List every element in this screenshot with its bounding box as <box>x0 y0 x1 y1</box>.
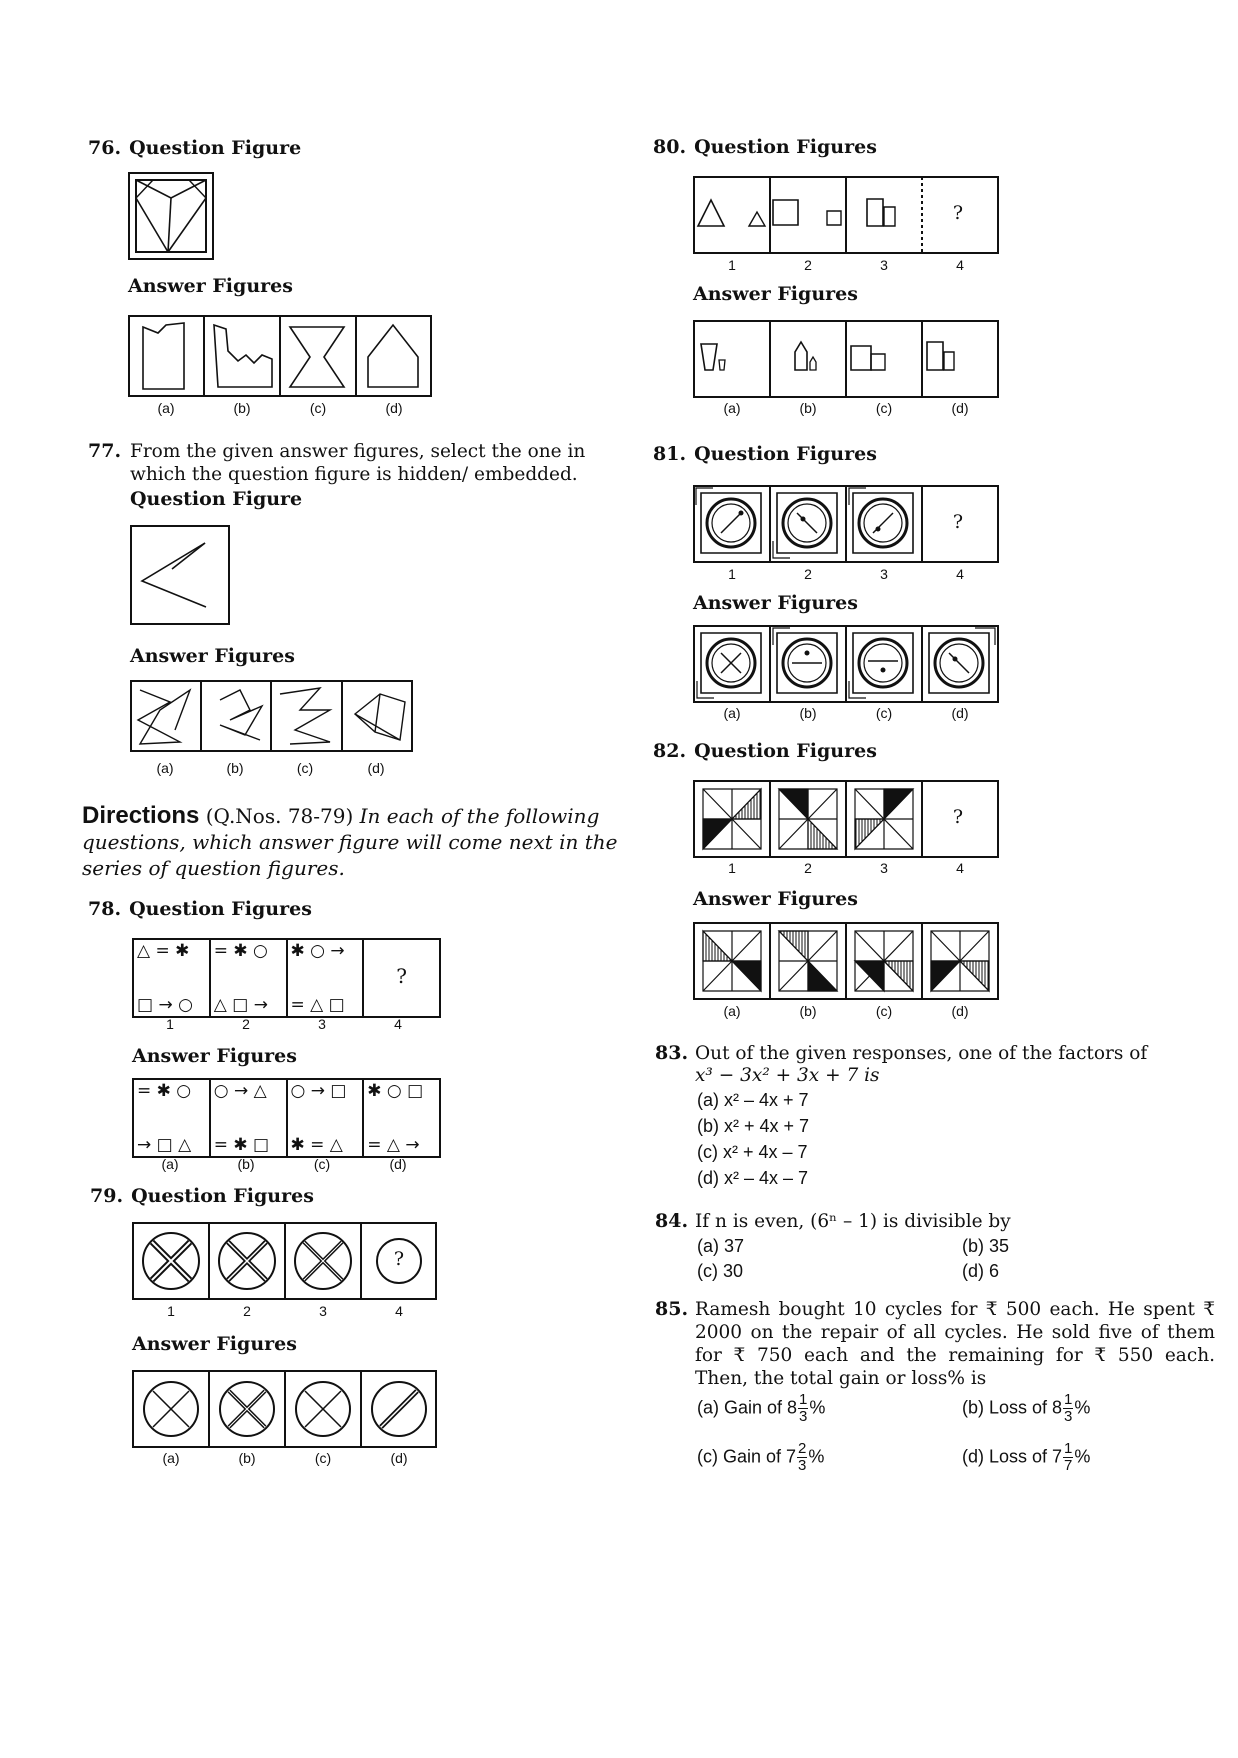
q77-label-b: (b) <box>226 760 244 776</box>
q76-option-d-shape <box>368 325 418 387</box>
q76-number: 76. <box>88 137 122 159</box>
q83-option-b: (b) x² + 4x + 7 <box>697 1116 810 1136</box>
q81-answer-figures <box>693 625 999 703</box>
q82-label-a: (a) <box>723 1003 741 1019</box>
q81-answer-title: Answer Figures <box>693 592 858 614</box>
q81-question-fig-3 <box>849 488 913 553</box>
q84-number: 84. <box>655 1210 689 1232</box>
q78-label-d: (d) <box>389 1156 407 1172</box>
q78-question-cell-4 <box>364 940 439 1016</box>
q81-num-2: 2 <box>804 566 812 582</box>
q84-option-c: (c) 30 <box>697 1261 744 1281</box>
q76-answer-figures <box>128 315 432 397</box>
q82-answer-title: Answer Figures <box>693 888 858 910</box>
q80-option-a-shape <box>701 344 717 370</box>
q76-heading <box>88 137 301 159</box>
q77-option-c-shape <box>280 688 330 744</box>
q76-option-c-shape <box>290 327 344 387</box>
q82-label-d: (d) <box>951 1003 969 1019</box>
q82-question-fig-3 <box>855 789 913 849</box>
q85-option-a: (a) Gain of 8 $\frac{1}{3}$ % <box>697 1391 826 1425</box>
q80-answer-figures <box>693 320 999 398</box>
q77-label-a: (a) <box>156 760 174 776</box>
q76-label-c: (c) <box>309 400 327 416</box>
q81-answer-fig-b <box>773 628 837 693</box>
q80-title: Question Figures <box>694 136 877 158</box>
q76-option-b-shape <box>214 325 272 387</box>
q80-option-c-shape <box>851 346 871 370</box>
q85-text: Ramesh bought 10 cycles for ₹ 500 each. He spent ₹ 2000 on the repair of all cycles. He sold five of them for ₹ 750 each and the remaining for ₹ 550 each. Then, the total gain or loss% is <box>695 1299 1215 1389</box>
q79-label-c: (c) <box>314 1450 332 1466</box>
q82-label-b: (b) <box>799 1003 817 1019</box>
q79-label-d: (d) <box>390 1450 408 1466</box>
q80-fig2-large-square <box>773 200 798 225</box>
q82-question-fig-2 <box>779 789 837 849</box>
q83-option-c: (c) x² + 4x – 7 <box>697 1142 808 1162</box>
q80-label-b: (b) <box>799 400 817 416</box>
q80-label-d: (d) <box>951 400 969 416</box>
q85-option-b: (b) Loss of 8 $\frac{1}{3}$ % <box>962 1391 1091 1425</box>
q82-answer-fig-c <box>855 931 913 991</box>
q79-question-fig-1 <box>143 1233 199 1289</box>
q79-answer-fig-c <box>296 1382 350 1436</box>
q78-heading <box>88 898 312 920</box>
q82-question-mark: ? <box>952 806 964 828</box>
q84-option-d: (d) 6 <box>962 1261 1000 1281</box>
q84-heading <box>655 1210 696 1232</box>
q81-num-3: 3 <box>880 566 888 582</box>
q78-question-cell-1: △ = ✱ □ → ○ <box>134 940 211 1016</box>
q80-number: 80. <box>653 136 687 158</box>
q79-heading <box>90 1185 314 1207</box>
directions-qnos: (Q.Nos. 78-79) <box>205 804 354 828</box>
q81-heading <box>653 443 877 465</box>
q84-option-b: (b) 35 <box>962 1236 1010 1256</box>
q80-option-d-shape <box>927 342 943 370</box>
q79-question-mark: ? <box>393 1248 405 1270</box>
q81-label-a: (a) <box>723 705 741 721</box>
q77-answer-figures <box>130 680 413 752</box>
q81-answer-fig-d <box>929 628 995 693</box>
q82-answer-fig-d <box>931 931 989 991</box>
q77-number: 77. <box>88 440 122 462</box>
q81-number: 81. <box>653 443 687 465</box>
q78-answer-cell-b: ○ → △ = ✱ □ <box>211 1080 288 1156</box>
q77-option-b-shape <box>220 690 262 740</box>
q82-number: 82. <box>653 740 687 762</box>
q78-answer-title: Answer Figures <box>132 1045 297 1067</box>
q82-question-fig-1 <box>703 789 761 849</box>
q78-num-3: 3 <box>318 1016 326 1032</box>
q77-answer-title: Answer Figures <box>130 645 295 667</box>
q80-num-1: 1 <box>728 257 736 273</box>
q85-heading <box>655 1298 696 1320</box>
q76-label-b: (b) <box>233 400 251 416</box>
q78-question-mark: ? <box>396 964 407 988</box>
q79-title: Question Figures <box>131 1185 314 1207</box>
q81-label-c: (c) <box>875 705 893 721</box>
q83-expression: x³ − 3x² + 3x + 7 is <box>695 1065 880 1086</box>
directions-text: In each of the following questions, which answer figure will come next in the series of question figures. <box>82 804 618 880</box>
q81-answer-fig-c <box>849 633 913 698</box>
q77-option-d-shape <box>355 694 405 740</box>
q79-answer-fig-d <box>372 1382 426 1436</box>
q78-label-a: (a) <box>161 1156 179 1172</box>
q79-answer-fig-a <box>144 1382 198 1436</box>
q77-option-a-shape <box>138 690 190 744</box>
q79-num-2: 2 <box>243 1303 251 1319</box>
q78-title: Question Figures <box>129 898 312 920</box>
q85-number: 85. <box>655 1298 689 1320</box>
q76-option-a-shape <box>143 323 184 389</box>
q78-number: 78. <box>88 898 122 920</box>
q76-question-figure <box>128 172 214 260</box>
q79-number: 79. <box>90 1185 124 1207</box>
q77-title: Question Figure <box>130 488 303 510</box>
q80-num-2: 2 <box>804 257 812 273</box>
q83-text: Out of the given responses, one of the factors of <box>695 1043 1148 1064</box>
q78-answer-cell-d: ✱ ○ □ = △ → <box>367 1081 424 1155</box>
q85-option-c: (c) Gain of 7 $\frac{2}{3}$ % <box>697 1440 825 1474</box>
q81-title: Question Figures <box>694 443 877 465</box>
q79-label-b: (b) <box>238 1450 256 1466</box>
q82-num-2: 2 <box>804 860 812 876</box>
q82-title: Question Figures <box>694 740 877 762</box>
q76-label-a: (a) <box>157 400 175 416</box>
q77-label-d: (d) <box>367 760 385 776</box>
q82-label-c: (c) <box>875 1003 893 1019</box>
q84-option-a: (a) 37 <box>697 1236 745 1256</box>
q78-answer-figures <box>132 1078 441 1158</box>
q78-num-4: 4 <box>394 1016 402 1032</box>
q80-label-c: (c) <box>875 400 893 416</box>
q79-answer-title: Answer Figures <box>132 1333 297 1355</box>
q82-answer-figures <box>693 922 999 1000</box>
q76-label-d: (d) <box>385 400 403 416</box>
q79-question-fig-3 <box>295 1233 351 1289</box>
q80-fig3-tall-rect <box>867 199 883 226</box>
q80-heading <box>653 136 877 158</box>
q80-fig3-small-rect <box>884 207 895 226</box>
q79-label-a: (a) <box>162 1450 180 1466</box>
q83-option-a: (a) x² – 4x + 7 <box>697 1090 809 1110</box>
q81-question-mark: ? <box>952 511 964 533</box>
q80-question-mark: ? <box>952 202 964 224</box>
q81-label-d: (d) <box>951 705 969 721</box>
q81-question-fig-2 <box>773 493 837 558</box>
q80-num-4: 4 <box>956 257 964 273</box>
q77-text: From the given answer figures, select the one in which the question figure is hidden/ embedded. <box>130 441 586 485</box>
q78-question-cell-2: = ✱ ○ △ □ → <box>211 940 288 1016</box>
q82-heading <box>653 740 877 762</box>
q81-num-4: 4 <box>956 566 964 582</box>
q80-fig1-small-triangle <box>749 212 765 226</box>
q76-answer-title: Answer Figures <box>128 275 293 297</box>
q79-question-fig-2 <box>219 1233 275 1289</box>
q82-num-1: 1 <box>728 860 736 876</box>
q82-num-4: 4 <box>956 860 964 876</box>
q82-num-3: 3 <box>880 860 888 876</box>
q78-num-1: 1 <box>166 1016 174 1032</box>
q78-label-b: (b) <box>237 1156 255 1172</box>
q80-fig2-small-square <box>827 211 841 225</box>
q82-answer-fig-b <box>779 931 837 991</box>
q78-answer-cell-c: ○ → □ ✱ = △ <box>288 1080 365 1156</box>
q85-option-d: (d) Loss of 7 $\frac{1}{7}$ % <box>962 1440 1091 1474</box>
q81-answer-fig-a <box>697 633 761 698</box>
q78-question-cell-3: ✱ ○ → = △ □ <box>288 940 365 1016</box>
q78-label-c: (c) <box>313 1156 331 1172</box>
q79-num-4: 4 <box>395 1303 403 1319</box>
q77-label-c: (c) <box>296 760 314 776</box>
q78-question-figures <box>132 938 441 1018</box>
q84-text: If n is even, (6ⁿ – 1) is divisible by <box>695 1211 1011 1232</box>
q79-num-1: 1 <box>167 1303 175 1319</box>
q78-answer-cell-a: = ✱ ○ → □ △ <box>134 1080 211 1156</box>
directions-heading: Directions <box>82 802 200 829</box>
q80-num-3: 3 <box>880 257 888 273</box>
q80-answer-title: Answer Figures <box>693 283 858 305</box>
q80-option-b-shape <box>795 342 807 370</box>
q81-label-b: (b) <box>799 705 817 721</box>
q83-heading <box>655 1042 696 1064</box>
q82-answer-fig-a <box>703 931 761 991</box>
q79-answer-fig-b <box>220 1382 274 1436</box>
q77-heading <box>88 440 129 462</box>
q79-answer-figures <box>132 1370 437 1448</box>
q77-question-figure <box>130 525 230 625</box>
q80-label-a: (a) <box>723 400 741 416</box>
q83-option-d: (d) x² – 4x – 7 <box>697 1168 809 1188</box>
q81-question-fig-1 <box>696 488 761 553</box>
q76-title: Question Figure <box>129 137 302 159</box>
q80-fig1-large-triangle <box>698 200 724 226</box>
q83-number: 83. <box>655 1042 689 1064</box>
q81-num-1: 1 <box>728 566 736 582</box>
q78-num-2: 2 <box>242 1016 250 1032</box>
q79-num-3: 3 <box>319 1303 327 1319</box>
directions-block <box>82 803 627 881</box>
